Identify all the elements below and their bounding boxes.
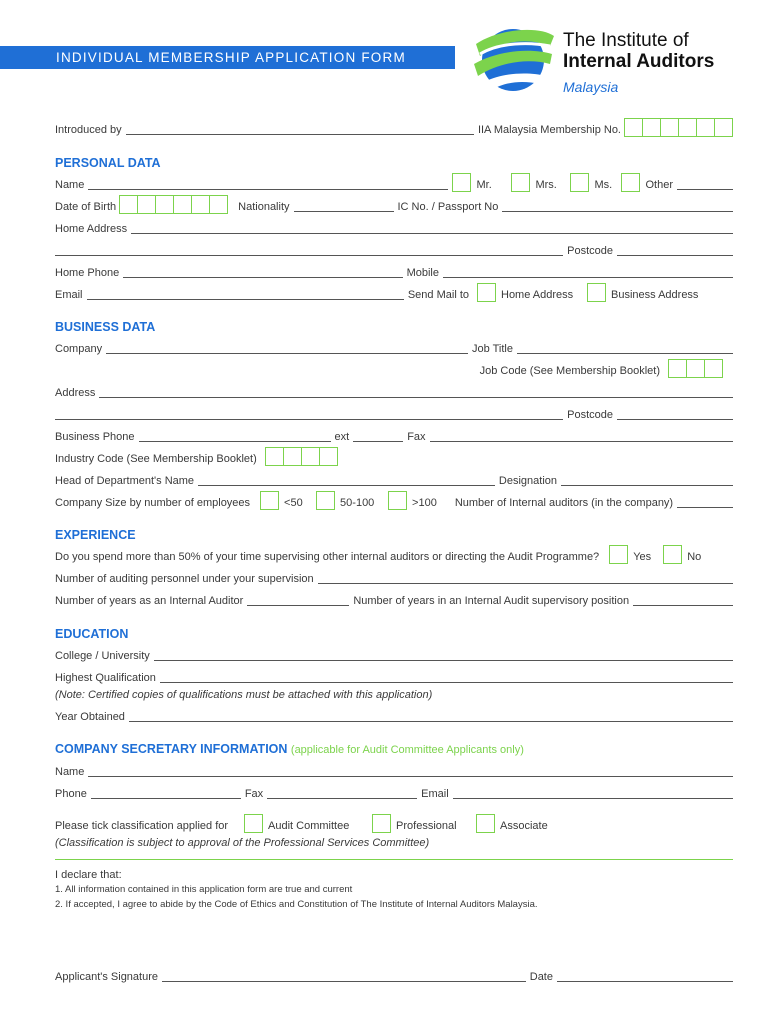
college-label: College / University [55,650,150,662]
size-lt50-label: <50 [284,497,303,509]
highest-qualification-label: Highest Qualification [55,672,156,684]
company-size-label: Company Size by number of employees [55,497,251,509]
supervise-no-checkbox[interactable] [663,545,682,564]
declaration-intro: I declare that: [55,869,122,881]
job-title-label: Job Title [472,343,513,355]
year-obtained-field[interactable] [129,710,733,722]
iia-malaysia-logo [470,24,740,96]
send-mail-label: Send Mail to [407,289,469,301]
introduced-by-label: Introduced by [55,124,122,136]
secretary-contact-row [55,785,733,801]
declaration-item-1: 1. All information contained in this application form are true and current [55,884,353,895]
business-address-row-2 [55,406,733,422]
email-row [55,286,733,302]
mr-checkbox[interactable] [452,173,471,192]
business-address-row [55,384,733,400]
highest-qualification-row [55,669,733,685]
ms-label: Ms. [594,179,613,191]
associate-checkbox[interactable] [476,814,495,833]
logo-text-line1: The Institute of [563,30,689,51]
membership-no-boxes[interactable] [624,118,733,137]
secretary-fax-field[interactable] [267,787,417,799]
size-lt50-checkbox[interactable] [260,491,279,510]
company-secretary-title: COMPANY SECRETARY INFORMATION [55,742,288,756]
business-address-label: Address [55,387,96,399]
mr-label: Mr. [476,179,492,191]
ms-checkbox[interactable] [570,173,589,192]
send-home-checkbox[interactable] [477,283,496,302]
membership-no-label: IIA Malaysia Membership No. [477,124,621,136]
name-label: Name [55,179,85,191]
job-code-label: Job Code (See Membership Booklet) [479,365,660,377]
size-gt100-checkbox[interactable] [388,491,407,510]
classification-label: Please tick classification applied for [55,820,229,832]
years-auditor-field[interactable] [247,594,349,606]
company-field[interactable] [106,342,468,354]
other-label: Other [645,179,673,191]
secretary-email-field[interactable] [453,787,733,799]
head-of-dept-field[interactable] [198,474,495,486]
signature-field[interactable] [162,970,526,982]
supervise-question: Do you spend more than 50% of your time supervising other internal auditors or directing the Audit Programme? [55,551,600,563]
globe-logo-icon [470,24,556,94]
logo-text-line2: Internal Auditors [563,51,715,72]
business-postcode-field[interactable] [617,408,733,420]
years-auditor-label: Number of years as an Internal Auditor [55,595,244,607]
home-address-row [55,220,733,236]
business-address-field-2[interactable] [55,408,563,420]
business-phone-label: Business Phone [55,431,135,443]
company-secretary-note: (applicable for Audit Committee Applicants only) [290,744,524,756]
job-code-boxes[interactable] [668,359,723,378]
associate-label: Associate [500,820,548,832]
dob-label: Date of Birth [55,201,117,213]
supervise-row [55,548,733,564]
industry-code-boxes[interactable] [265,447,338,466]
ic-label: IC No. / Passport No [397,201,499,213]
section-company-secretary [55,742,524,756]
secretary-phone-label: Phone [55,788,87,800]
college-field[interactable] [154,649,733,661]
years-supervisory-field[interactable] [633,594,733,606]
declaration-divider [55,859,733,860]
mrs-checkbox[interactable] [511,173,530,192]
supervise-yes-label: Yes [633,551,652,563]
head-of-dept-row [55,472,733,488]
secretary-fax-label: Fax [244,788,264,800]
mobile-field[interactable] [443,266,733,278]
num-personnel-row [55,570,733,586]
introduced-by-row [55,121,733,137]
college-row [55,647,733,663]
classification-row [55,817,733,833]
declaration-item-2: 2. If accepted, I agree to abide by the Code of Ethics and Constitution of The Institute of Internal Auditors Malaysia. [55,899,538,910]
nationality-field[interactable] [294,200,394,212]
send-business-label: Business Address [611,289,699,301]
size-50-100-checkbox[interactable] [316,491,335,510]
num-auditors-label: Number of Internal auditors (in the company) [454,497,674,509]
num-auditors-field[interactable] [677,496,733,508]
section-experience: EXPERIENCE [55,528,136,542]
job-code-row [55,362,733,378]
secretary-name-row [55,763,733,779]
date-label: Date [529,971,553,983]
industry-code-row [55,450,733,466]
dob-boxes[interactable] [119,195,228,214]
home-postcode-label: Postcode [567,245,613,257]
send-home-label: Home Address [501,289,574,301]
year-obtained-label: Year Obtained [55,711,125,723]
name-row [55,176,733,192]
size-gt100-label: >100 [412,497,437,509]
designation-label: Designation [498,475,557,487]
date-field[interactable] [557,970,733,982]
section-personal-data: PERSONAL DATA [55,156,161,170]
business-phone-row [55,428,733,444]
dob-row [55,198,733,214]
business-phone-field[interactable] [139,430,331,442]
home-address-row-2 [55,242,733,258]
size-50-100-label: 50-100 [340,497,375,509]
nationality-label: Nationality [238,201,290,213]
year-obtained-row [55,708,733,724]
introduced-by-field[interactable] [126,123,474,135]
home-postcode-field[interactable] [617,244,733,256]
supervise-yes-checkbox[interactable] [609,545,628,564]
qualification-note: (Note: Certified copies of qualifications must be attached with this application) [55,689,433,701]
other-field[interactable] [677,178,733,190]
company-row [55,340,733,356]
secretary-phone-field[interactable] [91,787,241,799]
email-field[interactable] [87,288,404,300]
audit-committee-label: Audit Committee [268,820,350,832]
audit-committee-checkbox[interactable] [244,814,263,833]
mrs-label: Mrs. [535,179,557,191]
send-business-checkbox[interactable] [587,283,606,302]
secretary-email-label: Email [421,788,449,800]
professional-label: Professional [396,820,457,832]
professional-checkbox[interactable] [372,814,391,833]
name-field[interactable] [88,178,448,190]
ext-field[interactable] [353,430,403,442]
other-checkbox[interactable] [621,173,640,192]
ic-field[interactable] [502,200,733,212]
industry-code-label: Industry Code (See Membership Booklet) [55,453,257,465]
years-row [55,592,733,608]
num-personnel-field[interactable] [318,572,733,584]
ext-label: ext [334,431,350,443]
head-of-dept-label: Head of Department's Name [55,475,195,487]
secretary-name-field[interactable] [88,765,733,777]
home-phone-row [55,264,733,280]
home-address-field-2[interactable] [55,244,563,256]
company-label: Company [55,343,103,355]
business-address-field-1[interactable] [99,386,733,398]
company-size-row [55,494,733,510]
section-business-data: BUSINESS DATA [55,320,156,334]
classification-note: (Classification is subject to approval of the Professional Services Committee) [55,837,430,849]
designation-field[interactable] [561,474,733,486]
business-postcode-label: Postcode [567,409,613,421]
home-address-label: Home Address [55,223,128,235]
email-label: Email [55,289,83,301]
fax-label: Fax [407,431,426,443]
years-supervisory-label: Number of years in an Internal Audit supervisory position [353,595,630,607]
logo-text-country: Malaysia [563,79,619,95]
secretary-name-label: Name [55,766,85,778]
form-title: INDIVIDUAL MEMBERSHIP APPLICATION FORM [56,50,406,65]
highest-qualification-field[interactable] [160,671,733,683]
form-title-banner [0,46,455,69]
signature-label: Applicant's Signature [55,971,158,983]
section-education: EDUCATION [55,627,129,641]
signature-row [55,968,733,984]
num-personnel-label: Number of auditing personnel under your supervision [55,573,314,585]
mobile-label: Mobile [406,267,439,279]
home-address-field-1[interactable] [131,222,733,234]
home-phone-label: Home Phone [55,267,120,279]
supervise-no-label: No [687,551,702,563]
fax-field[interactable] [430,430,733,442]
job-title-field[interactable] [517,342,733,354]
home-phone-field[interactable] [123,266,402,278]
